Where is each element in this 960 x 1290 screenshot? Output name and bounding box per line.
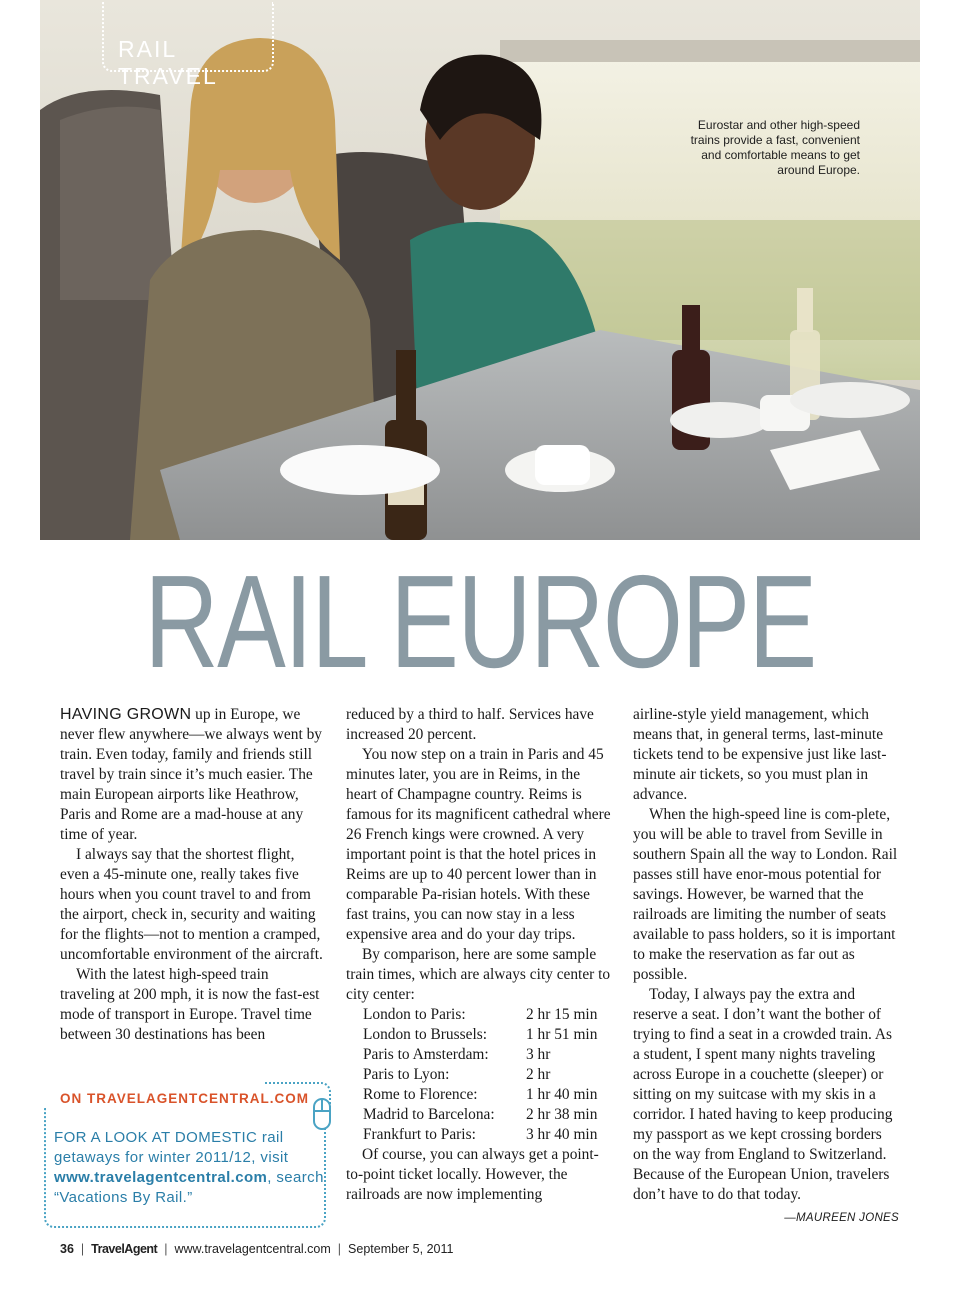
paragraph: Of course, you can always get a point-to-point ticket locally. However, the railroads are now implementing — [346, 1146, 599, 1203]
paragraph: With the latest high-speed train traveling at 200 mph, it is now the fast-est mode of transport in Europe. Travel time between 30 destinations has been — [60, 966, 320, 1043]
duration: 1 hr 40 min — [526, 1086, 598, 1103]
route: Madrid to Barcelona: — [363, 1106, 495, 1123]
duration: 2 hr 15 min — [526, 1006, 598, 1023]
paragraph — [633, 985, 899, 1224]
separator: | — [164, 1242, 168, 1256]
duration: 3 hr 40 min — [526, 1126, 598, 1143]
route: London to Paris: — [363, 1006, 466, 1023]
article-column-1 — [60, 705, 326, 1045]
magazine-name: TravelAgent — [91, 1242, 158, 1256]
route: London to Brussels: — [363, 1026, 487, 1043]
separator: | — [337, 1242, 342, 1256]
train-times-list — [363, 1005, 612, 1145]
paragraph: By comparison, here are some sample train times, which are always city center to city center: — [346, 946, 611, 1003]
train-time-row — [363, 1125, 612, 1145]
paragraph: reduced by a third to half. Services have increased 20 percent. — [346, 706, 594, 743]
train-time-row — [363, 1105, 612, 1125]
paragraph — [60, 705, 326, 845]
route: Paris to Amsterdam: — [363, 1046, 489, 1063]
train-time-row — [363, 1005, 612, 1025]
section-tag — [102, 2, 274, 89]
article-column-2 — [346, 705, 612, 1205]
train-time-row — [363, 1045, 612, 1065]
section-label: RAIL TRAVEL — [118, 36, 218, 89]
byline: —MAUREEN JONES — [784, 1212, 899, 1224]
duration: 2 hr 38 min — [526, 1106, 598, 1123]
web-promo-text-part: FOR A LOOK AT DOMESTIC rail getaways for winter 2011/12, visit — [54, 1129, 289, 1166]
duration: 1 hr 51 min — [526, 1026, 598, 1043]
issue-date: September 5, 2011 — [348, 1242, 454, 1256]
paragraph: You now step on a train in Paris and 45 minutes later, you are in Reims, in the heart of Champagne country. Reims is famous for its magnificent cathedral where 26 French kings were crowned. A very important point is that the hotel prices in Reims are up to 40 percent lower than in comparable Pa-risian hotels. With these fast trains, you can now stay in a less expensive area and do your day trips. — [346, 746, 611, 943]
page-number: 36 — [60, 1242, 74, 1256]
route: Rome to Florence: — [363, 1086, 478, 1103]
separator: | — [80, 1242, 85, 1256]
route: Paris to Lyon: — [363, 1066, 450, 1083]
paragraph: I always say that the shortest flight, even a 45-minute one, really takes five hours when you count travel to and from the airport, check in, security and waiting for the flights—not to mention a cramped, uncomfortable environment of the aircraft. — [60, 846, 323, 963]
web-promo-text — [54, 1128, 324, 1208]
route: Frankfurt to Paris: — [363, 1126, 476, 1143]
paragraph-text: up in Europe, we never flew anywhere—we always went by train. Even today, family and friends still travel by train since it’s much easier. The main European airports like Heathrow, Paris and Rome are a mad-house at any time of year. — [60, 706, 322, 843]
hero-photo — [40, 0, 920, 540]
article-column-3 — [633, 705, 899, 1228]
duration: 3 hr — [526, 1046, 551, 1063]
web-promo-title: ON TRAVELAGENTCENTRAL.COM — [60, 1091, 309, 1106]
article-headline: RAIL EUROPE — [144, 548, 816, 695]
web-promo-link[interactable]: www.travelagentcentral.com — [54, 1169, 268, 1186]
footer-url: www.travelagentcentral.com — [174, 1242, 331, 1256]
train-time-row — [363, 1025, 612, 1045]
page-footer — [60, 1242, 453, 1256]
lead-in: HAVING GROWN — [60, 706, 192, 723]
web-promo-text-part: , search “Vacations By Rail.” — [54, 1169, 324, 1206]
duration: 2 hr — [526, 1066, 551, 1083]
computer-mouse-icon — [313, 1098, 331, 1130]
paragraph: When the high-speed line is com-plete, you will be able to travel from Seville in southern Spain all the way to London. Rail passes still have enor-mous potential for savings. However, be warned that the railroads are limiting the number of seats available to pass holders, so it is important to make the reservation as far out as possible. — [633, 806, 898, 983]
train-time-row — [363, 1085, 612, 1105]
photo-caption: Eurostar and other high-speed trains provide a fast, convenient and comfortable means to get around Europe. — [690, 118, 860, 177]
train-time-row — [363, 1065, 612, 1085]
paragraph-text: Today, I always pay the extra and reserve a seat. I don’t want the bother of trying to find a seat in a crowded train. As a student, I spent many nights traveling across Europe in a couchette (sleeper) or sitting on my suitcase with my skis in a corridor. I hated having to keep producing my passport as we kept crossing borders on the way from England to Switzerland. Because of the European Union, travelers don’t have to do that today. — [633, 986, 893, 1203]
paragraph: airline-style yield management, which means that, in general terms, last-minute tickets tend to be expensive just like last-minute air tickets, so you must plan in advance. — [633, 706, 887, 803]
